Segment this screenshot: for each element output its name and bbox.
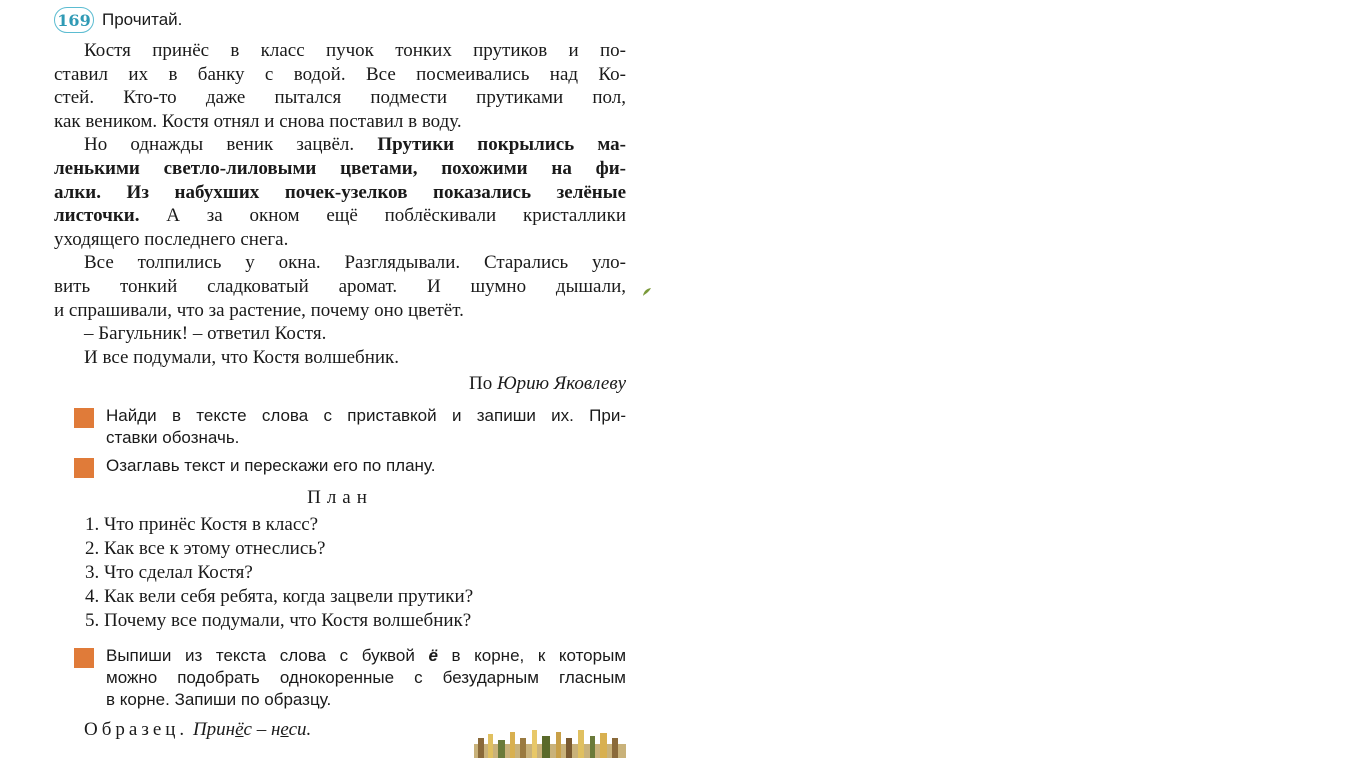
task-line: Найди в тексте слова с приставкой и запиши их. При- xyxy=(106,406,626,426)
sample-dash: – xyxy=(251,719,271,741)
story-line: и спрашивали, что за растение, почему оно цветёт. xyxy=(54,299,464,321)
story-line: вить тонкий сладковатый аромат. И шумно дышали, xyxy=(54,275,626,297)
story-line: Костя принёс в класс пучок тонких прутиков и по- xyxy=(84,40,626,61)
exercise-header xyxy=(54,4,626,36)
attribution-prefix: По xyxy=(468,373,497,395)
story-dialogue-line: – Багульник! – ответил Костя. xyxy=(84,323,327,345)
plan-item: 3. Что сделал Костя? xyxy=(85,562,253,584)
task-line xyxy=(106,645,626,667)
textbook-page xyxy=(54,4,626,741)
task-line: можно подобрать однокоренные с безударным гласным xyxy=(106,668,626,688)
task-marker-icon xyxy=(74,458,94,478)
sample-underlined-letter: ё xyxy=(235,719,244,741)
story-bold-line: ленькими светло-лиловыми цветами, похожими на фи- xyxy=(54,157,626,179)
leaf-icon xyxy=(641,286,653,298)
task-text-fragment: в корне, к которым xyxy=(437,646,627,666)
story-line xyxy=(54,204,626,228)
story-text-fragment: А за окном ещё поблёскивали кристаллики xyxy=(139,205,626,227)
story-text-fragment: Но однажды веник зацвёл. xyxy=(84,134,378,156)
sample-word-part: н xyxy=(270,719,281,741)
sample-word-1 xyxy=(193,719,252,740)
story-bold-fragment: Прутики покрылись ма- xyxy=(377,134,627,156)
sample-word-part: Прин xyxy=(192,719,236,741)
story-text xyxy=(54,39,626,369)
plan-item: 4. Как вели себя ребята, когда зацвели прутики? xyxy=(85,586,474,608)
story-paragraph-3 xyxy=(54,251,626,322)
plan-item: 5. Почему все подумали, что Костя волшебник? xyxy=(85,610,472,632)
story-line: Все толпились у окна. Разглядывали. Старались уло- xyxy=(84,252,626,274)
task-find-prefixes xyxy=(54,405,626,449)
story-paragraph-2 xyxy=(54,133,626,251)
story-line: как веником. Костя отнял и снова поставил в воду. xyxy=(54,110,462,132)
flowers-illustration xyxy=(474,728,626,758)
task-retell xyxy=(54,455,626,477)
story-line: уходящего последнего снега. xyxy=(54,228,289,250)
sample-underlined-letter: е xyxy=(280,719,289,741)
task-marker-icon xyxy=(74,648,94,668)
exercise-instruction: Прочитай. xyxy=(102,10,183,29)
sample-word-part: с xyxy=(243,719,252,741)
task-marker-icon xyxy=(74,408,94,428)
task-line: Озаглавь текст и перескажи его по плану. xyxy=(106,456,436,476)
plan-list xyxy=(54,513,626,633)
sample-word-part: си. xyxy=(288,719,312,741)
plan-item: 2. Как все к этому отнеслись? xyxy=(85,538,326,560)
task-line: в корне. Запиши по образцу. xyxy=(106,690,332,710)
plan-title: План xyxy=(307,487,373,509)
task-letter-yo: ё xyxy=(428,646,438,666)
sample-word-2 xyxy=(271,719,311,740)
story-line: И все подумали, что Костя волшебник. xyxy=(84,346,400,368)
attribution xyxy=(54,373,626,399)
story-bold-fragment: листочки. xyxy=(54,205,140,227)
attribution-author: Юрию Яковлеву xyxy=(496,373,626,395)
task-write-out-words xyxy=(54,645,626,711)
story-line xyxy=(54,133,626,157)
story-line: ставил их в банку с водой. Все посмеивались над Ко- xyxy=(54,63,626,85)
task-text-fragment: Выпиши из текста слова с буквой xyxy=(106,646,429,666)
story-line: стей. Кто-то даже пытался подмести прутиками пол, xyxy=(54,87,626,109)
exercise-number-badge: 169 xyxy=(54,7,94,33)
plan-item: 1. Что принёс Костя в класс? xyxy=(85,514,319,536)
task-line: ставки обозначь. xyxy=(106,428,240,448)
sample-label: Образец. xyxy=(84,719,189,741)
story-bold-line: алки. Из набухших почек-узелков показались зелёные xyxy=(54,181,626,203)
story-paragraph-1 xyxy=(54,39,626,133)
